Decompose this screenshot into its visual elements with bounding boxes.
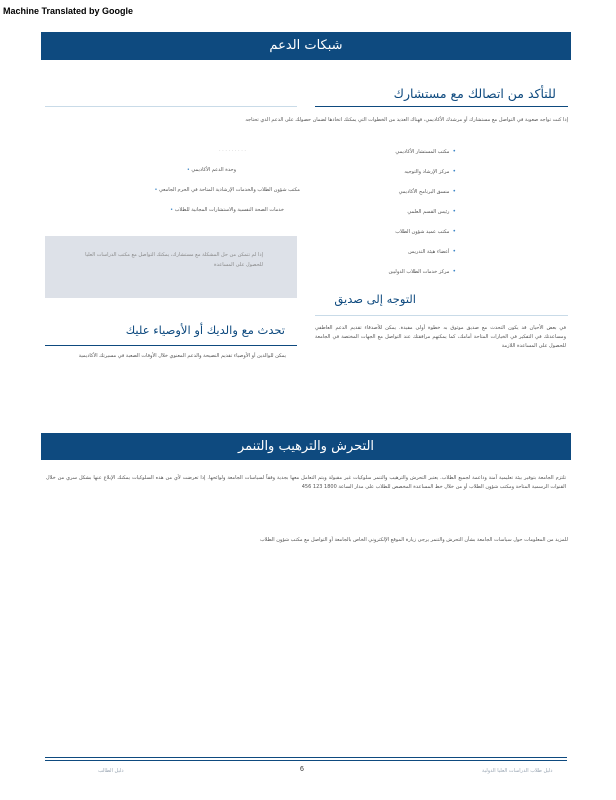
right-list-item-6[interactable] [408,248,456,255]
left-list-item-2 [154,186,300,195]
right-list-item-5[interactable] [395,228,456,235]
right-list-item-4-label: رئيس القسم العلمي [407,209,450,215]
bullet-icon: • [452,228,456,235]
bullet-icon: • [170,207,174,213]
footer-rule-bottom [45,760,567,761]
right-list-item-3-label: منسق البرنامج الأكاديمي [398,189,450,195]
left-list-item-1-label: وحدة الدعم الأكاديمي [191,167,236,173]
subheading-underline [45,345,297,346]
heading-contact-advisor: للتأكد من اتصالك مع مستشارك [393,86,556,101]
subheading-underline [315,315,568,316]
section-title-support-networks: شبكات الدعم [41,32,571,60]
right-list-item-4[interactable] [407,208,456,215]
right-list-item-2-label: مركز الإرشاد والتوجيه [404,169,450,175]
callout-box [45,236,297,298]
parents-paragraph: يمكن للوالدين أو الأوصياء تقديم النصيحة والدعم المعنوي خلال الأوقات الصعبة في مسيرتك الأكاديمية [78,353,286,359]
intro-text: إذا كنت تواجه صعوبة في التواصل مع مستشارك أو مرشدك الأكاديمي، فهناك العديد من الخطوات التي يمكنك اتخاذها لضمان حصولك على الدعم الذي تحتاجه [245,117,568,123]
harassment-paragraph-2: للمزيد من المعلومات حول سياسات الجامعة بشأن التحرش والتنمر يرجى زيارة الموقع الإلكتروني الخاص بالجامعة أو التواصل مع مكتب شؤون الطلاب [259,537,568,543]
bullet-icon: • [452,168,456,175]
right-list-item-3[interactable] [399,188,456,195]
right-list-item-7[interactable] [388,268,456,275]
left-list-header: . . . . . . . . . [218,147,246,153]
left-list-item-3-label: خدمات الصحة النفسية والاستشارات المجانية للطلاب [174,207,284,213]
machine-translation-banner: Machine Translated by Google [3,6,134,16]
right-list-item-7-label: مركز خدمات الطلاب الدوليين [388,269,450,275]
callout-text: إذا لم تتمكن من حل المشكلة مع مستشارك، يمكنك التواصل مع مكتب الدراسات العليا للحصول على المساعدة [85,252,263,268]
bullet-icon: • [452,148,456,155]
page-number: 6 [300,766,304,773]
harassment-paragraph-1: تلتزم الجامعة بتوفير بيئة تعليمية آمنة وداعمة لجميع الطلاب. يعتبر التحرش والترهيب والتنمر سلوكيات غير مقبولة ويتم التعامل معها بجدية وفقاً لسياسات الجامعة ولوائحها. إذا تعرضت لأي من هذه السلوكيات يمكنك الإبلاغ عنها بشكل سري من خلال القنوات الرسمية المتاحة ومكتب شؤون الطلاب أو من خلال خط المساعدة المخصص للطلاب على مدار الساعة 1800 123 456 [46,475,566,490]
right-list-item-1[interactable] [395,148,456,155]
bullet-icon: • [186,167,190,173]
footer-right-text: دليل طلاب الدراسات العليا الدولية [482,768,553,774]
section-title-harassment: التحرش والترهيب والتنمر [41,433,571,460]
heading-talk-parents: تحدث مع والديك أو الأوصياء عليك [125,323,285,337]
bullet-icon: • [154,187,158,193]
heading-underline [315,106,568,107]
left-list-item-1 [187,166,236,175]
heading-reach-friend: التوجه إلى صديق [334,292,416,306]
right-list-item-2[interactable] [404,168,456,175]
bullet-icon: • [452,248,456,255]
left-list-item-3 [170,206,284,215]
footer-left-text: دليل الطالب [98,768,124,774]
right-list-item-1-label: مكتب المستشار الأكاديمي [395,149,450,155]
left-list-item-2-label: مكتب شؤون الطلاب والخدمات الإرشادية المتاحة في الحرم الجامعي [159,187,300,193]
footer-rule-top [45,757,567,758]
friend-paragraph: في بعض الأحيان قد يكون التحدث مع صديق موثوق به خطوة أولى مفيدة. يمكن للأصدقاء تقديم الدعم العاطفي ومساعدتك في التفكير في الخيارات المتاحة أمامك، كما يمكنهم مرافقتك عند التواصل مع الجهات المختصة في الجامعة للحصول على المساعدة اللازمة [315,325,566,349]
bullet-icon: • [452,188,456,195]
bullet-icon: • [452,208,456,215]
bullet-icon: • [452,268,456,275]
divider-left [45,106,297,107]
right-list-item-6-label: أعضاء هيئة التدريس [408,249,450,255]
right-list-item-5-label: مكتب عميد شؤون الطلاب [395,229,450,235]
